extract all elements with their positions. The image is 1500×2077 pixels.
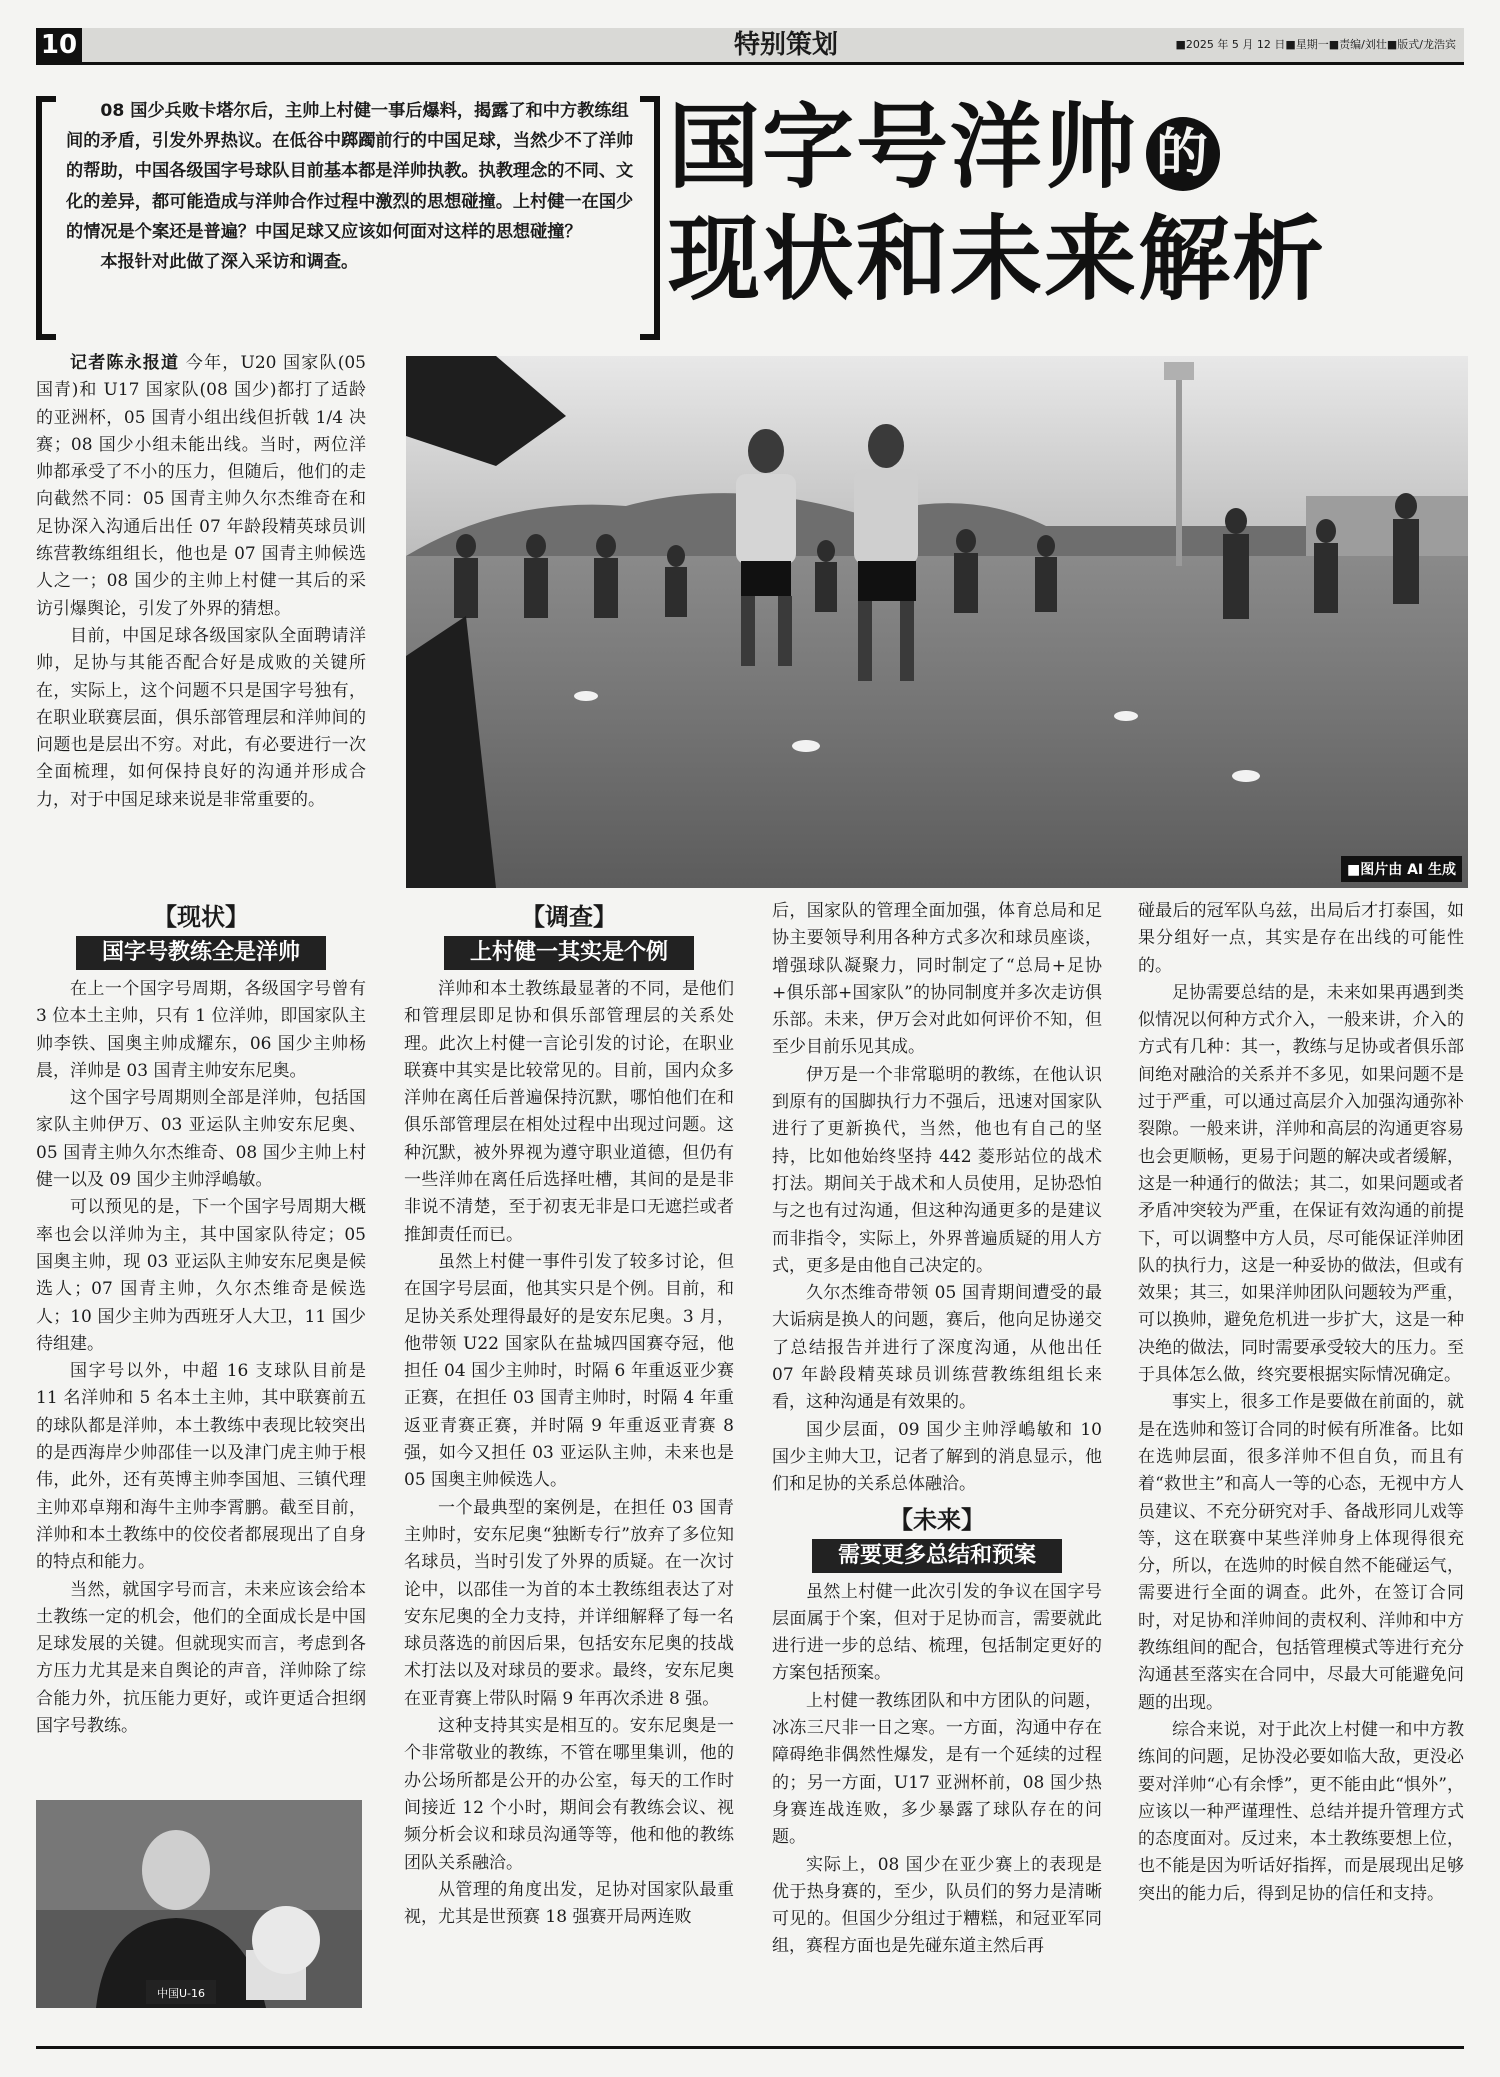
- article-column-invest: [404, 896, 734, 1931]
- article-column-3: [772, 898, 1102, 1961]
- intro-paragraph: 08 国少兵败卡塔尔后，主帅上村健一事后爆料，揭露了和中方教练组间的矛盾，引发外界热议。在低谷中踯躅前行的中国足球，当然少不了洋帅的帮助，中国各级国字号球队目前基本都是洋帅执教。执教理念的不同、文化的差异，都可能造成与洋帅合作过程中激烈的思想碰撞。上村健一在国少的情况是个案还是普遍？中国足球又应该如何面对这样的思想碰撞？: [66, 101, 634, 242]
- section-subtitle-future: 需要更多总结和预案: [812, 1539, 1062, 1573]
- article-paragraph: 事实上，很多工作是要做在前面的，就是在选帅和签订合同的时候有所准备。比如在选帅层面，很多洋帅不但自负，而且有着“救世主”和高人一等的心态，无视中方人员建议、不充分研究对手、备战形同儿戏等等，这在联赛中某些洋帅身上体现得很充分，所以，在选帅的时候自然不能碰运气，需要进行全面的调查。此外，在签订合同时，对足协和洋帅间的责权利、洋帅和中方教练组间的配合，包括管理模式等进行充分沟通甚至落实在合同中，尽最大可能避免问题的出现。: [1138, 1392, 1464, 1713]
- article-paragraph: 国字号以外，中超 16 支球队目前是 11 名洋帅和 5 名本土主帅，其中联赛前五的球队都是洋帅，本土教练中表现比较突出的是西海岸少帅邵佳一以及津门虎主帅于根伟，此外，还有英博主帅李国旭、三镇代理主帅邓卓翔和海牛主帅李霄鹏。截至目前，洋帅和本土教练中的佼佼者都展现出了自身的特点和能力。: [36, 1361, 366, 1573]
- article-paragraph: 后，国家队的管理全面加强，体育总局和足协主要领导利用各种方式多次和球员座谈，增强球队凝聚力，同时制定了“总局+足协+俱乐部+国家队”的协同制度并多次走访俱乐部。未来，伊万会对此如何评价不知，但至少目前乐见其成。: [772, 901, 1102, 1058]
- training-photo-illustration: [406, 356, 1468, 888]
- article-paragraph: 洋帅和本土教练最显著的不同，是他们和管理层即足协和俱乐部管理层的关系处理。此次上村健一言论引发的讨论，在职业联赛中其实是比较常见的。目前，国内众多洋帅在离任后普遍保持沉默，哪怕他们在和俱乐部管理层在相处过程中出现过问题。这种沉默，被外界视为遵守职业道德，但仍有一些洋帅在离任后选择吐槽，其间的是是非非说不清楚，至于初衷无非是口无遮拦或者推卸责任而已。: [404, 979, 734, 1245]
- article-paragraph: 当然，就国字号而言，未来应该会给本土教练一定的机会，他们的全面成长是中国足球发展的关键。但就现实而言，考虑到各方压力尤其是来自舆论的声音，洋帅除了综合能力外，抗压能力更好，或许更适合担纲国字号教练。: [36, 1579, 366, 1737]
- coach-board-text: 中国U-16: [156, 1987, 206, 2000]
- intro-paragraph: 本报针对此做了深入采访和调查。: [100, 252, 359, 273]
- article-paragraph: 目前，中国足球各级国家队全面聘请洋帅，足协与其能否配合好是成败的关键所在，实际上，这个问题不只是国字号独有，在职业联赛层面，俱乐部管理层和洋帅间的问题也是层出不穷。对此，有必要进行一次全面梳理，如何保持良好的沟通并形成合力，对于中国足球来说是非常重要的。: [36, 625, 366, 810]
- footer-rule: [36, 2046, 1464, 2049]
- headline-text: 国字号洋帅: [668, 94, 1139, 201]
- article-paragraph: 足协需要总结的是，未来如果再遇到类似情况以何种方式介入，一般来讲，介入的方式有几种：其一，教练与足协或者俱乐部间绝对融洽的关系并不多见，如果问题不是过于严重，可以通过高层介入加强沟通弥补裂隙。一般来讲，洋帅和高层的沟通更容易也会更顺畅，更易于问题的解决或者缓解，这是一种通行的做法；其二，如果问题或者矛盾冲突较为严重，在保证有效沟通的前提下，可以调整中方人员，尽可能保证洋帅团队的执行力，这是一种妥协的做法，但或有效果；其三，如果洋帅团队问题较为严重，可以换帅，避免危机进一步扩大，这是一种决绝的做法，同时需要承受较大的压力。至于具体怎么做，终究要根据实际情况确定。: [1138, 982, 1464, 1386]
- section-title: 特别策划: [733, 30, 838, 60]
- intro-text: [66, 96, 636, 277]
- section-tag-future: 【未来】: [889, 1505, 985, 1534]
- article-paragraph: 这个国字号周期则全部是洋帅，包括国家队主帅伊万、03 亚运队主帅安东尼奥、05 国青主帅久尔杰维奇、08 国少主帅上村健一以及 09 国少主帅浮嶋敏。: [36, 1088, 366, 1191]
- article-paragraph: 今年，U20 国家队(05 国青)和 U17 国家队(08 国少)都打了适龄的亚洲杯，05 国青小组出线但折戟 1/4 决赛；08 国少小组未能出线。当时，两位洋帅都承受了不小的压力，但随后，他们的走向截然不同：05 国青主帅久尔杰维奇在和足协深入沟通后出任 07 年龄段精英球员训练营教练组组长，他也是 07 国青主帅候选人之一；08 国少的主帅上村健一其后的采访引爆舆论，引发了外界的猜想。: [36, 353, 366, 619]
- byline: 记者陈永报道: [70, 353, 180, 373]
- issue-info: ■2025 年 5 月 12 日■星期一■责编/刘壮■版式/龙浩宾: [1175, 38, 1456, 51]
- section-tag-invest: 【调查】: [521, 903, 617, 931]
- masthead: [36, 28, 1464, 65]
- article-paragraph: 在上一个国字号周期，各级国字号曾有 3 位本土主帅，只有 1 位洋帅，即国家队主帅李铁、国奥主帅成耀东，06 国少主帅杨晨，洋帅是 03 国青主帅安东尼奥。: [36, 979, 366, 1081]
- headline-line-1: [668, 92, 1468, 204]
- article-paragraph: 综合来说，对于此次上村健一和中方教练间的问题，足协没必要如临大敌，更没必要对洋帅“心有余悸”，更不能由此“惧外”，应该以一种严谨理性、总结并提升管理方式的态度面对。反过来，本土教练要想上位，也不能是因为听话好指挥，而是展现出足够突出的能力后，得到足协的信任和支持。: [1138, 1719, 1464, 1904]
- article-paragraph: 碰最后的冠军队乌兹，出局后才打泰国，如果分组好一点，其实是存在出线的可能性的。: [1138, 901, 1464, 976]
- article-paragraph: 国少层面，09 国少主帅浮嶋敏和 10 国少主帅大卫，记者了解到的消息显示，他们和足协的关系总体融洽。: [772, 1419, 1102, 1495]
- article-paragraph: 虽然上村健一事件引发了较多讨论，但在国字号层面，他其实只是个例。目前，和足协关系处理得最好的是安东尼奥。3 月，他带领 U22 国家队在盐城四国赛夺冠，他担任 04 国少主帅时，时隔 6 年重返亚少赛正赛，在担任 03 国青主帅时，时隔 4 年重返亚青赛正赛，并时隔 9 年重返亚青赛 8 强，如今又担任 03 亚运队主帅，未来也是 05 国奥主帅候选人。: [404, 1251, 734, 1491]
- article-column-4: [1138, 898, 1464, 1908]
- coach-photo-illustration: [36, 1800, 362, 2008]
- main-photo: [406, 356, 1468, 888]
- article-column-1: [36, 350, 366, 814]
- headline-line-2: 现状和未来解析: [668, 206, 1327, 313]
- section-tag-status: 【现状】: [153, 903, 249, 931]
- intro-bracket-right: [640, 96, 660, 340]
- article-paragraph: 上村健一教练团队和中方团队的问题，冰冻三尺非一日之寒。一方面，沟通中存在障碍绝非偶然性爆发，是有一个延续的过程的；另一方面，U17 亚洲杯前，08 国少热身赛连战连败，多少暴露了球队存在的问题。: [772, 1690, 1102, 1848]
- article-paragraph: 可以预见的是，下一个国字号周期大概率也会以洋帅为主，其中国家队待定；05 国奥主帅，现 03 亚运队主帅安东尼奥是候选人；07 国青主帅，久尔杰维奇是候选人；10 国少主帅为西班牙人大卫，11 国少待组建。: [36, 1197, 366, 1354]
- headline-de-circle: 的: [1146, 117, 1220, 191]
- article-paragraph: 一个最典型的案例是，在担任 03 国青主帅时，安东尼奥“独断专行”放弃了多位知名球员，当时引发了外界的质疑。在一次讨论中，以邵佳一为首的本土教练组表达了对安东尼奥的全力支持，并详细解释了每一名球员落选的前因后果，包括安东尼奥的技战术打法以及对球员的要求。最终，安东尼奥在亚青赛上带队时隔 9 年再次杀进 8 强。: [404, 1497, 734, 1709]
- article-column-status: [36, 896, 366, 1740]
- headline: [668, 92, 1468, 316]
- coach-photo: [36, 1800, 362, 2008]
- article-paragraph: 久尔杰维奇带领 05 国青期间遭受的最大诟病是换人的问题，赛后，他向足协递交了总结报告并进行了深度沟通，从他出任 07 年龄段精英球员训练营教练组组长来看，这种沟通是有效果的。: [772, 1283, 1102, 1413]
- page-number: 10: [36, 28, 82, 62]
- article-paragraph: 伊万是一个非常聪明的教练，在他认识到原有的国脚执行力不强后，迅速对国家队进行了更新换代，当然，他也有自己的坚持，比如他始终坚持 442 菱形站位的战术打法。期间关于战术和人员使用，足协恐怕与之也有过沟通，但这种沟通更多的是建议而非指令，实际上，外界普遍质疑的用人方式，更多是由他自己决定的。: [772, 1064, 1102, 1276]
- section-subtitle-invest: 上村健一其实是个例: [444, 936, 694, 970]
- section-subtitle-status: 国字号教练全是洋帅: [76, 936, 326, 970]
- intro-bracket-left: [36, 96, 56, 340]
- article-paragraph: 从管理的角度出发，足协对国家队最重视，尤其是世预赛 18 强赛开局两连败: [404, 1879, 734, 1928]
- article-paragraph: 实际上，08 国少在亚少赛上的表现是优于热身赛的，至少，队员们的努力是清晰可见的。但国少分组过于糟糕，和冠亚军同组，赛程方面也是先碰东道主然后再: [772, 1854, 1102, 1957]
- photo-credit: ■图片由 AI 生成: [1341, 856, 1462, 882]
- article-paragraph: 这种支持其实是相互的。安东尼奥是一个非常敬业的教练，不管在哪里集训，他的办公场所都是公开的办公室，每天的工作时间接近 12 个小时，期间会有教练会议、视频分析会议和球员沟通等等，他和他的教练团队关系融洽。: [404, 1716, 734, 1873]
- article-paragraph: 虽然上村健一此次引发的争议在国字号层面属于个案，但对于足协而言，需要就此进行进一步的总结、梳理，包括制定更好的方案包括预案。: [772, 1581, 1102, 1684]
